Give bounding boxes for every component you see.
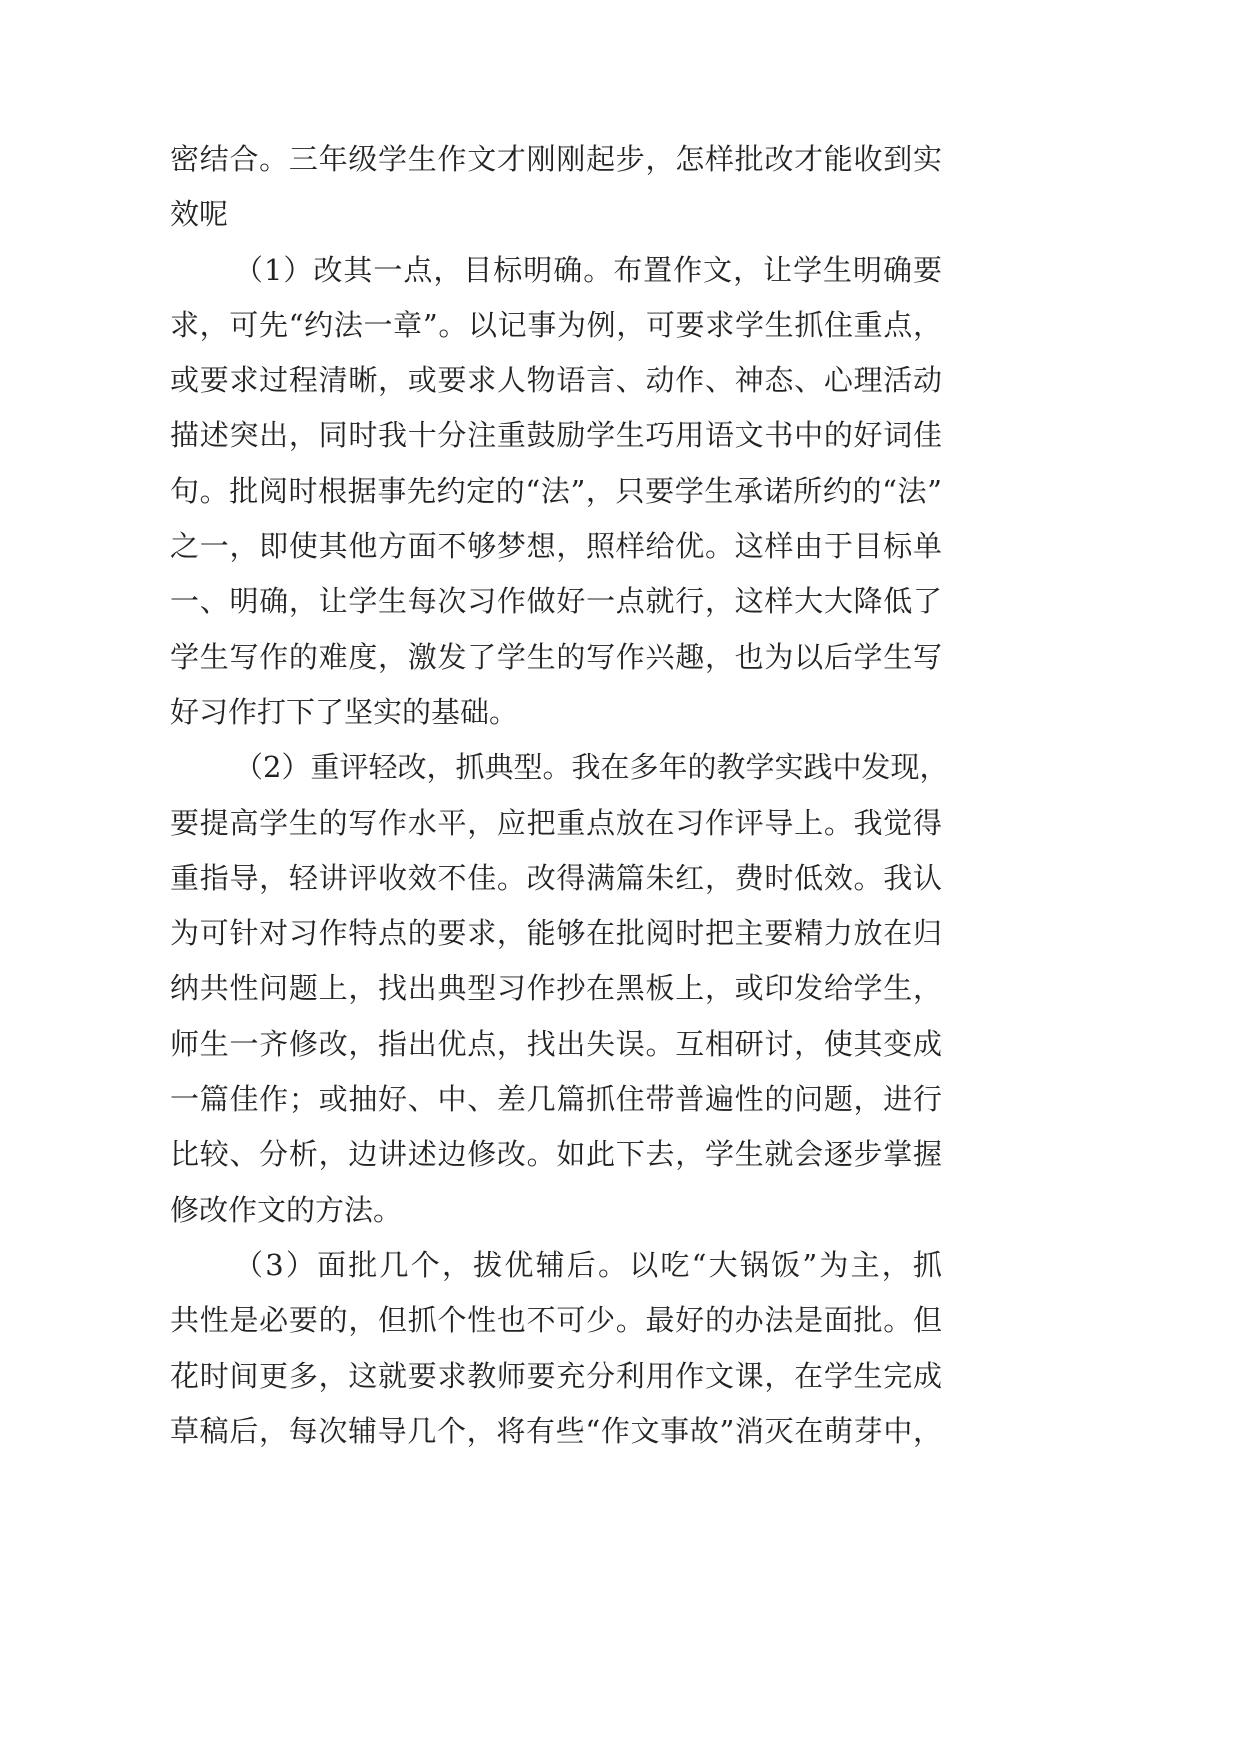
text-line: 草稿后，每次辅导几个，将有些“作文事故”消灭在萌芽中， — [170, 1413, 942, 1448]
document-page — [170, 132, 949, 1459]
text-line: 比较、分析，边讲述边修改。如此下去，学生就会逐步掌握 — [170, 1137, 942, 1172]
text-line: 花时间更多，这就要求教师要充分利用作文课，在学生完成 — [170, 1358, 942, 1393]
text-line: 或要求过程清晰，或要求人物语言、动作、神态、心理活动 — [170, 363, 942, 398]
text-line: 修改作文的方法。 — [170, 1192, 403, 1227]
text-line: （1）改其一点，目标明确。布置作文，让学生明确要 — [234, 252, 942, 287]
paragraph-continuation — [170, 132, 942, 243]
text-line: 共性是必要的，但抓个性也不可少。最好的办法是面批。但 — [170, 1303, 942, 1338]
text-line: 好习作打下了坚实的基础。 — [170, 694, 519, 729]
paragraph-item-3 — [170, 1238, 942, 1459]
paragraph-item-2 — [170, 740, 949, 1238]
paragraph-item-1 — [170, 243, 942, 741]
text-line: 一、明确，让学生每次习作做好一点就行，这样大大降低了 — [170, 584, 942, 619]
text-line: 为可针对习作特点的要求，能够在批阅时把主要精力放在归 — [170, 916, 942, 951]
text-line: 效呢 — [170, 197, 229, 232]
text-line: 一篇佳作；或抽好、中、差几篇抓住带普遍性的问题，进行 — [170, 1082, 942, 1117]
text-line: 密结合。三年级学生作文才刚刚起步，怎样批改才能收到实 — [170, 142, 942, 176]
text-line: 重指导，轻讲评收效不佳。改得满篇朱红，费时低效。我认 — [170, 860, 942, 895]
text-line: 学生写作的难度，激发了学生的写作兴趣，也为以后学生写 — [170, 639, 942, 674]
text-line: （2）重评轻改，抓典型。我在多年的教学实践中发现， — [234, 750, 949, 785]
text-line: 句。批阅时根据事先约定的“法”，只要学生承诺所约的“法” — [170, 473, 942, 508]
text-line: 纳共性问题上，找出典型习作抄在黑板上，或印发给学生， — [170, 971, 942, 1006]
text-line: 师生一齐修改，指出优点，找出失误。互相研讨，使其变成 — [170, 1026, 942, 1061]
text-line: （3）面批几个，拔优辅后。以吃“大锅饭”为主，抓 — [234, 1247, 942, 1282]
text-line: 要提高学生的写作水平，应把重点放在习作评导上。我觉得 — [170, 805, 942, 840]
text-line: 之一，即使其他方面不够梦想，照样给优。这样由于目标单 — [170, 529, 942, 564]
text-line: 求，可先“约法一章”。以记事为例，可要求学生抓住重点， — [170, 307, 942, 342]
text-line: 描述突出，同时我十分注重鼓励学生巧用语文书中的好词佳 — [170, 418, 942, 453]
